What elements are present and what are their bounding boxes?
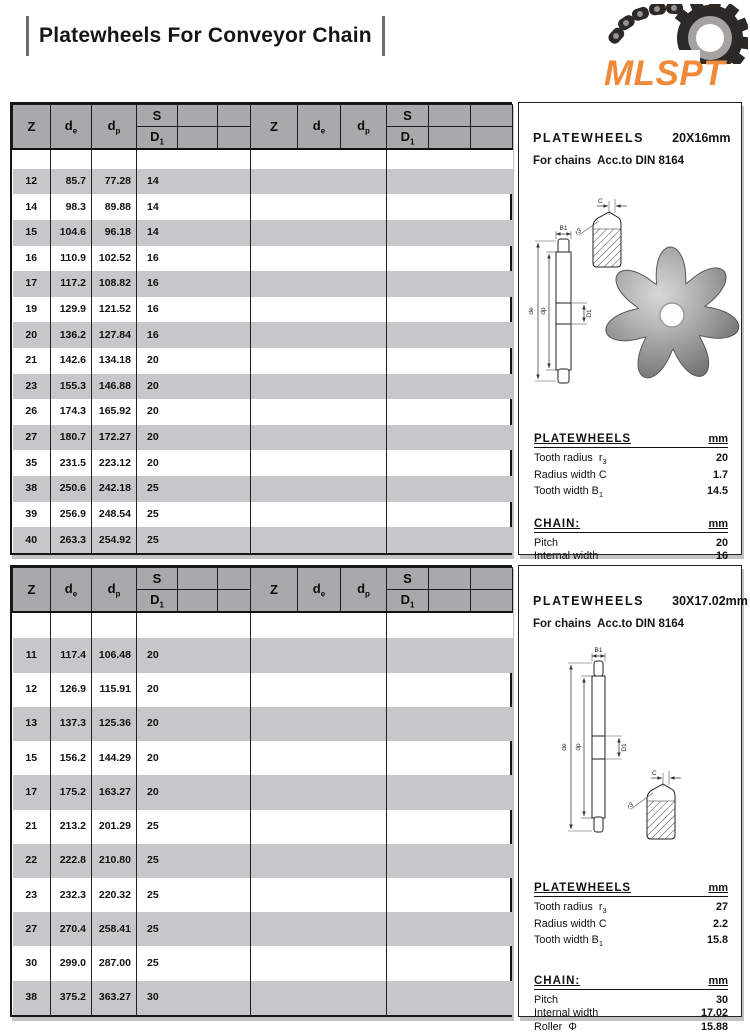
panel-name: PLATEWHEELS — [533, 594, 645, 608]
cell-empty — [387, 476, 513, 502]
spec-row: Internal width 16 — [534, 550, 728, 563]
table-row — [13, 348, 513, 374]
cell-empty — [387, 775, 513, 809]
cell: 172.27 — [92, 425, 137, 451]
cell: 20 — [137, 374, 251, 400]
spec-header — [534, 433, 728, 448]
panel-title — [533, 594, 748, 608]
col-d1: $D_1$ — [387, 127, 429, 150]
table-row — [13, 844, 513, 878]
table-row — [13, 476, 513, 502]
cell: 17 — [13, 271, 51, 297]
spacer-row — [13, 149, 513, 169]
cell-empty — [251, 450, 387, 476]
cell: 21 — [13, 348, 51, 374]
spec-table — [534, 882, 728, 1034]
cell-empty — [251, 775, 387, 809]
cell-empty — [251, 707, 387, 741]
cell-empty — [251, 425, 387, 451]
col-empty — [218, 127, 251, 150]
title-left-bar — [26, 16, 29, 56]
spec-panel-30x17 — [518, 565, 748, 1033]
cell-empty — [387, 946, 513, 980]
cell: 117.2 — [51, 271, 92, 297]
cell: 108.82 — [92, 271, 137, 297]
cell: 102.52 — [92, 246, 137, 272]
cell: 14 — [13, 194, 51, 220]
cell: 20 — [137, 707, 251, 741]
company-logo — [600, 4, 748, 92]
cell-empty — [387, 450, 513, 476]
cell: 89.88 — [92, 194, 137, 220]
cell-empty — [251, 399, 387, 425]
cell-empty — [387, 246, 513, 272]
panel-title — [533, 131, 731, 145]
cell: 12 — [13, 169, 51, 195]
spec-row: Tooth width $B_1$ 14.5 — [534, 485, 728, 500]
cross-section-drawing — [561, 647, 628, 832]
cell: 40 — [13, 527, 51, 553]
table-row — [13, 246, 513, 272]
cell: 287.00 — [92, 946, 137, 980]
cell: 25 — [137, 476, 251, 502]
cell: 25 — [137, 912, 251, 946]
dim-r3-label: r3 — [573, 227, 583, 237]
cell-empty — [387, 638, 513, 672]
col-s: S — [137, 568, 178, 590]
col-empty — [178, 105, 218, 127]
cell: 250.6 — [51, 476, 92, 502]
table-row — [13, 981, 513, 1015]
cell-empty — [251, 741, 387, 775]
col-empty — [178, 590, 218, 613]
cell: 134.18 — [92, 348, 137, 374]
col-empty — [429, 105, 471, 127]
cell-empty — [387, 981, 513, 1015]
cell-empty — [387, 271, 513, 297]
cross-section-drawing — [528, 225, 593, 383]
cell: 30 — [137, 981, 251, 1015]
table-row — [13, 271, 513, 297]
cell: 20 — [137, 638, 251, 672]
cell: 12 — [13, 673, 51, 707]
cell: 256.9 — [51, 502, 92, 528]
cell: 299.0 — [51, 946, 92, 980]
cell: 38 — [13, 476, 51, 502]
cell-empty — [387, 399, 513, 425]
cell: 174.3 — [51, 399, 92, 425]
table-row — [13, 878, 513, 912]
dim-c-label: C — [598, 198, 603, 205]
spacer-row — [13, 612, 513, 638]
cell-empty — [387, 741, 513, 775]
cell: 363.27 — [92, 981, 137, 1015]
cell: 16 — [137, 297, 251, 323]
cell: 242.18 — [92, 476, 137, 502]
col-empty — [471, 127, 513, 150]
cell-empty — [387, 374, 513, 400]
cell-empty — [387, 502, 513, 528]
cell: 20 — [137, 775, 251, 809]
cell-empty — [387, 878, 513, 912]
cell-empty — [251, 638, 387, 672]
cell: 201.29 — [92, 810, 137, 844]
col-de: $d_e$ — [51, 568, 92, 613]
cell: 232.3 — [51, 878, 92, 912]
cell: 126.9 — [51, 673, 92, 707]
cell-empty — [251, 527, 387, 553]
cell: 223.12 — [92, 450, 137, 476]
spec-row: Tooth radius $r_3$ 27 — [534, 901, 728, 916]
cell: 121.52 — [92, 297, 137, 323]
cell: 16 — [137, 322, 251, 348]
dim-b1-label: B1 — [594, 647, 603, 654]
dim-b1-label: B1 — [559, 225, 568, 232]
cell: 220.32 — [92, 878, 137, 912]
platewheel-table-30x17 — [10, 565, 512, 1017]
cell: 20 — [137, 741, 251, 775]
cell-empty — [251, 502, 387, 528]
cell-empty — [251, 946, 387, 980]
spec-title: PLATEWHEELS — [534, 433, 632, 445]
col-empty — [218, 568, 251, 590]
dim-d1-label: D1 — [621, 743, 628, 752]
cell-empty — [251, 348, 387, 374]
cell: 106.48 — [92, 638, 137, 672]
cell: 77.28 — [92, 169, 137, 195]
cell-empty — [251, 194, 387, 220]
cell: 25 — [137, 527, 251, 553]
cell-empty — [387, 527, 513, 553]
cell: 231.5 — [51, 450, 92, 476]
cell: 175.2 — [51, 775, 92, 809]
cell: 20 — [13, 322, 51, 348]
chain-title: CHAIN: — [534, 517, 581, 530]
table-row — [13, 810, 513, 844]
col-empty — [218, 590, 251, 613]
cell-empty — [387, 707, 513, 741]
cell-empty — [251, 246, 387, 272]
col-de: $d_e$ — [298, 105, 341, 150]
cell-empty — [387, 297, 513, 323]
dim-d1-label: D1 — [586, 309, 593, 318]
col-de: $d_e$ — [298, 568, 341, 613]
col-empty — [429, 590, 471, 613]
cell: 136.2 — [51, 322, 92, 348]
col-d1: $D_1$ — [137, 127, 178, 150]
cell: 144.29 — [92, 741, 137, 775]
cell-empty — [251, 169, 387, 195]
table-row — [13, 169, 513, 195]
sprocket-chain-icon — [600, 4, 748, 92]
spec-row: Tooth radius $r_3$ 20 — [534, 452, 728, 467]
cell: 213.2 — [51, 810, 92, 844]
panel-subtitle: For chains Acc.to DIN 8164 — [533, 155, 685, 167]
spec-row: Pitch 30 — [534, 993, 728, 1006]
cell: 25 — [137, 502, 251, 528]
cell: 14 — [137, 169, 251, 195]
cell: 30 — [13, 946, 51, 980]
technical-drawing — [519, 191, 743, 426]
chain-header — [534, 518, 728, 533]
cell: 25 — [137, 810, 251, 844]
dim-dp-label: dp — [540, 307, 547, 315]
table-row — [13, 297, 513, 323]
table-row — [13, 707, 513, 741]
panel-name: PLATEWHEELS — [533, 131, 645, 145]
table-row — [13, 741, 513, 775]
cell: 263.3 — [51, 527, 92, 553]
cell: 125.36 — [92, 707, 137, 741]
col-z: Z — [251, 568, 298, 613]
cell: 25 — [137, 878, 251, 912]
panel-subtitle: For chains Acc.to DIN 8164 — [533, 618, 685, 630]
logo-text: MLSPT — [604, 54, 726, 92]
spec-row: Pitch 20 — [534, 536, 728, 549]
cell-empty — [251, 981, 387, 1015]
cell: 115.91 — [92, 673, 137, 707]
cell: 26 — [13, 399, 51, 425]
table-row — [13, 775, 513, 809]
dim-de-label: de — [561, 743, 568, 751]
table-row — [13, 194, 513, 220]
chain-unit: mm — [708, 974, 728, 987]
tooth-profile-drawing — [574, 198, 627, 267]
platewheel-photo — [606, 247, 739, 378]
col-dp: $d_p$ — [92, 105, 137, 150]
cell: 20 — [137, 348, 251, 374]
cell: 15 — [13, 220, 51, 246]
col-z: Z — [251, 105, 298, 150]
col-de: $d_e$ — [51, 105, 92, 150]
cell: 14 — [137, 194, 251, 220]
cell: 38 — [13, 981, 51, 1015]
col-empty — [471, 105, 513, 127]
cell: 25 — [137, 946, 251, 980]
cell-empty — [251, 912, 387, 946]
cell-empty — [251, 322, 387, 348]
cell: 20 — [137, 399, 251, 425]
cell-empty — [251, 810, 387, 844]
col-d1: $D_1$ — [387, 590, 429, 613]
cell-empty — [387, 348, 513, 374]
table-row — [13, 399, 513, 425]
cell-empty — [251, 476, 387, 502]
col-empty — [429, 568, 471, 590]
cell: 210.80 — [92, 844, 137, 878]
col-z: Z — [13, 105, 51, 150]
cell-empty — [387, 425, 513, 451]
cell-empty — [251, 374, 387, 400]
cell-empty — [387, 194, 513, 220]
cell: 25 — [137, 844, 251, 878]
cell-empty — [251, 271, 387, 297]
col-dp: $d_p$ — [341, 568, 387, 613]
cell: 110.9 — [51, 246, 92, 272]
col-dp: $d_p$ — [341, 105, 387, 150]
dim-dp-label: dp — [575, 743, 582, 751]
col-s: S — [387, 568, 429, 590]
cell: 129.9 — [51, 297, 92, 323]
col-empty — [178, 568, 218, 590]
table-row — [13, 912, 513, 946]
spec-row: Tooth width $B_1$ 15.8 — [534, 934, 728, 949]
spec-row: Radius width C 2.2 — [534, 917, 728, 930]
cell: 96.18 — [92, 220, 137, 246]
cell-empty — [387, 220, 513, 246]
cell: 17 — [13, 775, 51, 809]
platewheel-table-20x16 — [10, 102, 512, 555]
tooth-profile-drawing — [626, 770, 681, 839]
cell: 254.92 — [92, 527, 137, 553]
cell: 137.3 — [51, 707, 92, 741]
cell: 23 — [13, 878, 51, 912]
cell-empty — [387, 810, 513, 844]
cell: 35 — [13, 450, 51, 476]
cell: 19 — [13, 297, 51, 323]
page-title: Platewheels For Conveyor Chain — [39, 24, 372, 47]
cell: 16 — [137, 246, 251, 272]
cell-empty — [387, 169, 513, 195]
table-row — [13, 502, 513, 528]
panel-size: 20X16mm — [672, 131, 731, 145]
cell: 16 — [13, 246, 51, 272]
cell-empty — [251, 673, 387, 707]
spec-panel-20x16 — [518, 102, 742, 563]
table-row — [13, 638, 513, 672]
spec-unit: mm — [708, 433, 728, 445]
cell: 222.8 — [51, 844, 92, 878]
dim-c-label: C — [652, 770, 657, 777]
chain-header — [534, 975, 728, 990]
table-row — [13, 450, 513, 476]
cell-empty — [251, 844, 387, 878]
cell-empty — [387, 844, 513, 878]
cell: 20 — [137, 673, 251, 707]
cell: 16 — [137, 271, 251, 297]
title-right-bar — [382, 16, 385, 56]
spec-row: Radius width C 1.7 — [534, 468, 728, 481]
cell: 22 — [13, 844, 51, 878]
cell-empty — [251, 297, 387, 323]
cell-empty — [251, 878, 387, 912]
col-empty — [218, 105, 251, 127]
spec-table — [534, 433, 728, 577]
page-header — [26, 14, 385, 58]
cell: 156.2 — [51, 741, 92, 775]
dim-de-label: de — [528, 307, 535, 315]
table-row — [13, 425, 513, 451]
col-z: Z — [13, 568, 51, 613]
col-dp: $d_p$ — [92, 568, 137, 613]
table-row — [13, 374, 513, 400]
cell-empty — [387, 912, 513, 946]
dim-r3-label: r3 — [625, 801, 635, 811]
spec-header — [534, 882, 728, 897]
cell: 248.54 — [92, 502, 137, 528]
cell: 155.3 — [51, 374, 92, 400]
spec-title: PLATEWHEELS — [534, 882, 632, 894]
cell: 375.2 — [51, 981, 92, 1015]
cell: 20 — [137, 425, 251, 451]
cell: 23 — [13, 374, 51, 400]
chain-spec-table — [534, 975, 728, 1035]
cell: 98.3 — [51, 194, 92, 220]
cell: 180.7 — [51, 425, 92, 451]
col-s: S — [137, 105, 178, 127]
cell: 117.4 — [51, 638, 92, 672]
spec-row: Roller Φ 15.88 — [534, 1020, 728, 1033]
cell: 20 — [137, 450, 251, 476]
cell: 270.4 — [51, 912, 92, 946]
table-row — [13, 946, 513, 980]
col-d1: $D_1$ — [137, 590, 178, 613]
cell: 163.27 — [92, 775, 137, 809]
cell: 85.7 — [51, 169, 92, 195]
cell: 142.6 — [51, 348, 92, 374]
cell: 104.6 — [51, 220, 92, 246]
technical-drawing — [519, 646, 743, 876]
chain-unit: mm — [708, 517, 728, 530]
cell: 21 — [13, 810, 51, 844]
cell-empty — [387, 673, 513, 707]
cell-empty — [387, 322, 513, 348]
cell: 15 — [13, 741, 51, 775]
table-row — [13, 220, 513, 246]
chain-links-icon — [606, 4, 683, 46]
panel-size: 30X17.02mm — [672, 594, 748, 608]
spec-row: Internal width 17.02 — [534, 1007, 728, 1020]
table-row — [13, 527, 513, 553]
table-header — [13, 105, 513, 150]
col-empty — [471, 568, 513, 590]
cell: 13 — [13, 707, 51, 741]
col-s: S — [387, 105, 429, 127]
cell: 11 — [13, 638, 51, 672]
cell: 39 — [13, 502, 51, 528]
col-empty — [471, 590, 513, 613]
cell: 146.88 — [92, 374, 137, 400]
col-empty — [429, 127, 471, 150]
cell: 127.84 — [92, 322, 137, 348]
table-row — [13, 322, 513, 348]
cell-empty — [251, 220, 387, 246]
cell: 258.41 — [92, 912, 137, 946]
chain-title: CHAIN: — [534, 974, 581, 987]
spec-unit: mm — [708, 882, 728, 894]
col-empty — [178, 127, 218, 150]
cell: 27 — [13, 912, 51, 946]
cell: 27 — [13, 425, 51, 451]
cell: 14 — [137, 220, 251, 246]
table-row — [13, 673, 513, 707]
cell: 165.92 — [92, 399, 137, 425]
table-header — [13, 568, 513, 613]
